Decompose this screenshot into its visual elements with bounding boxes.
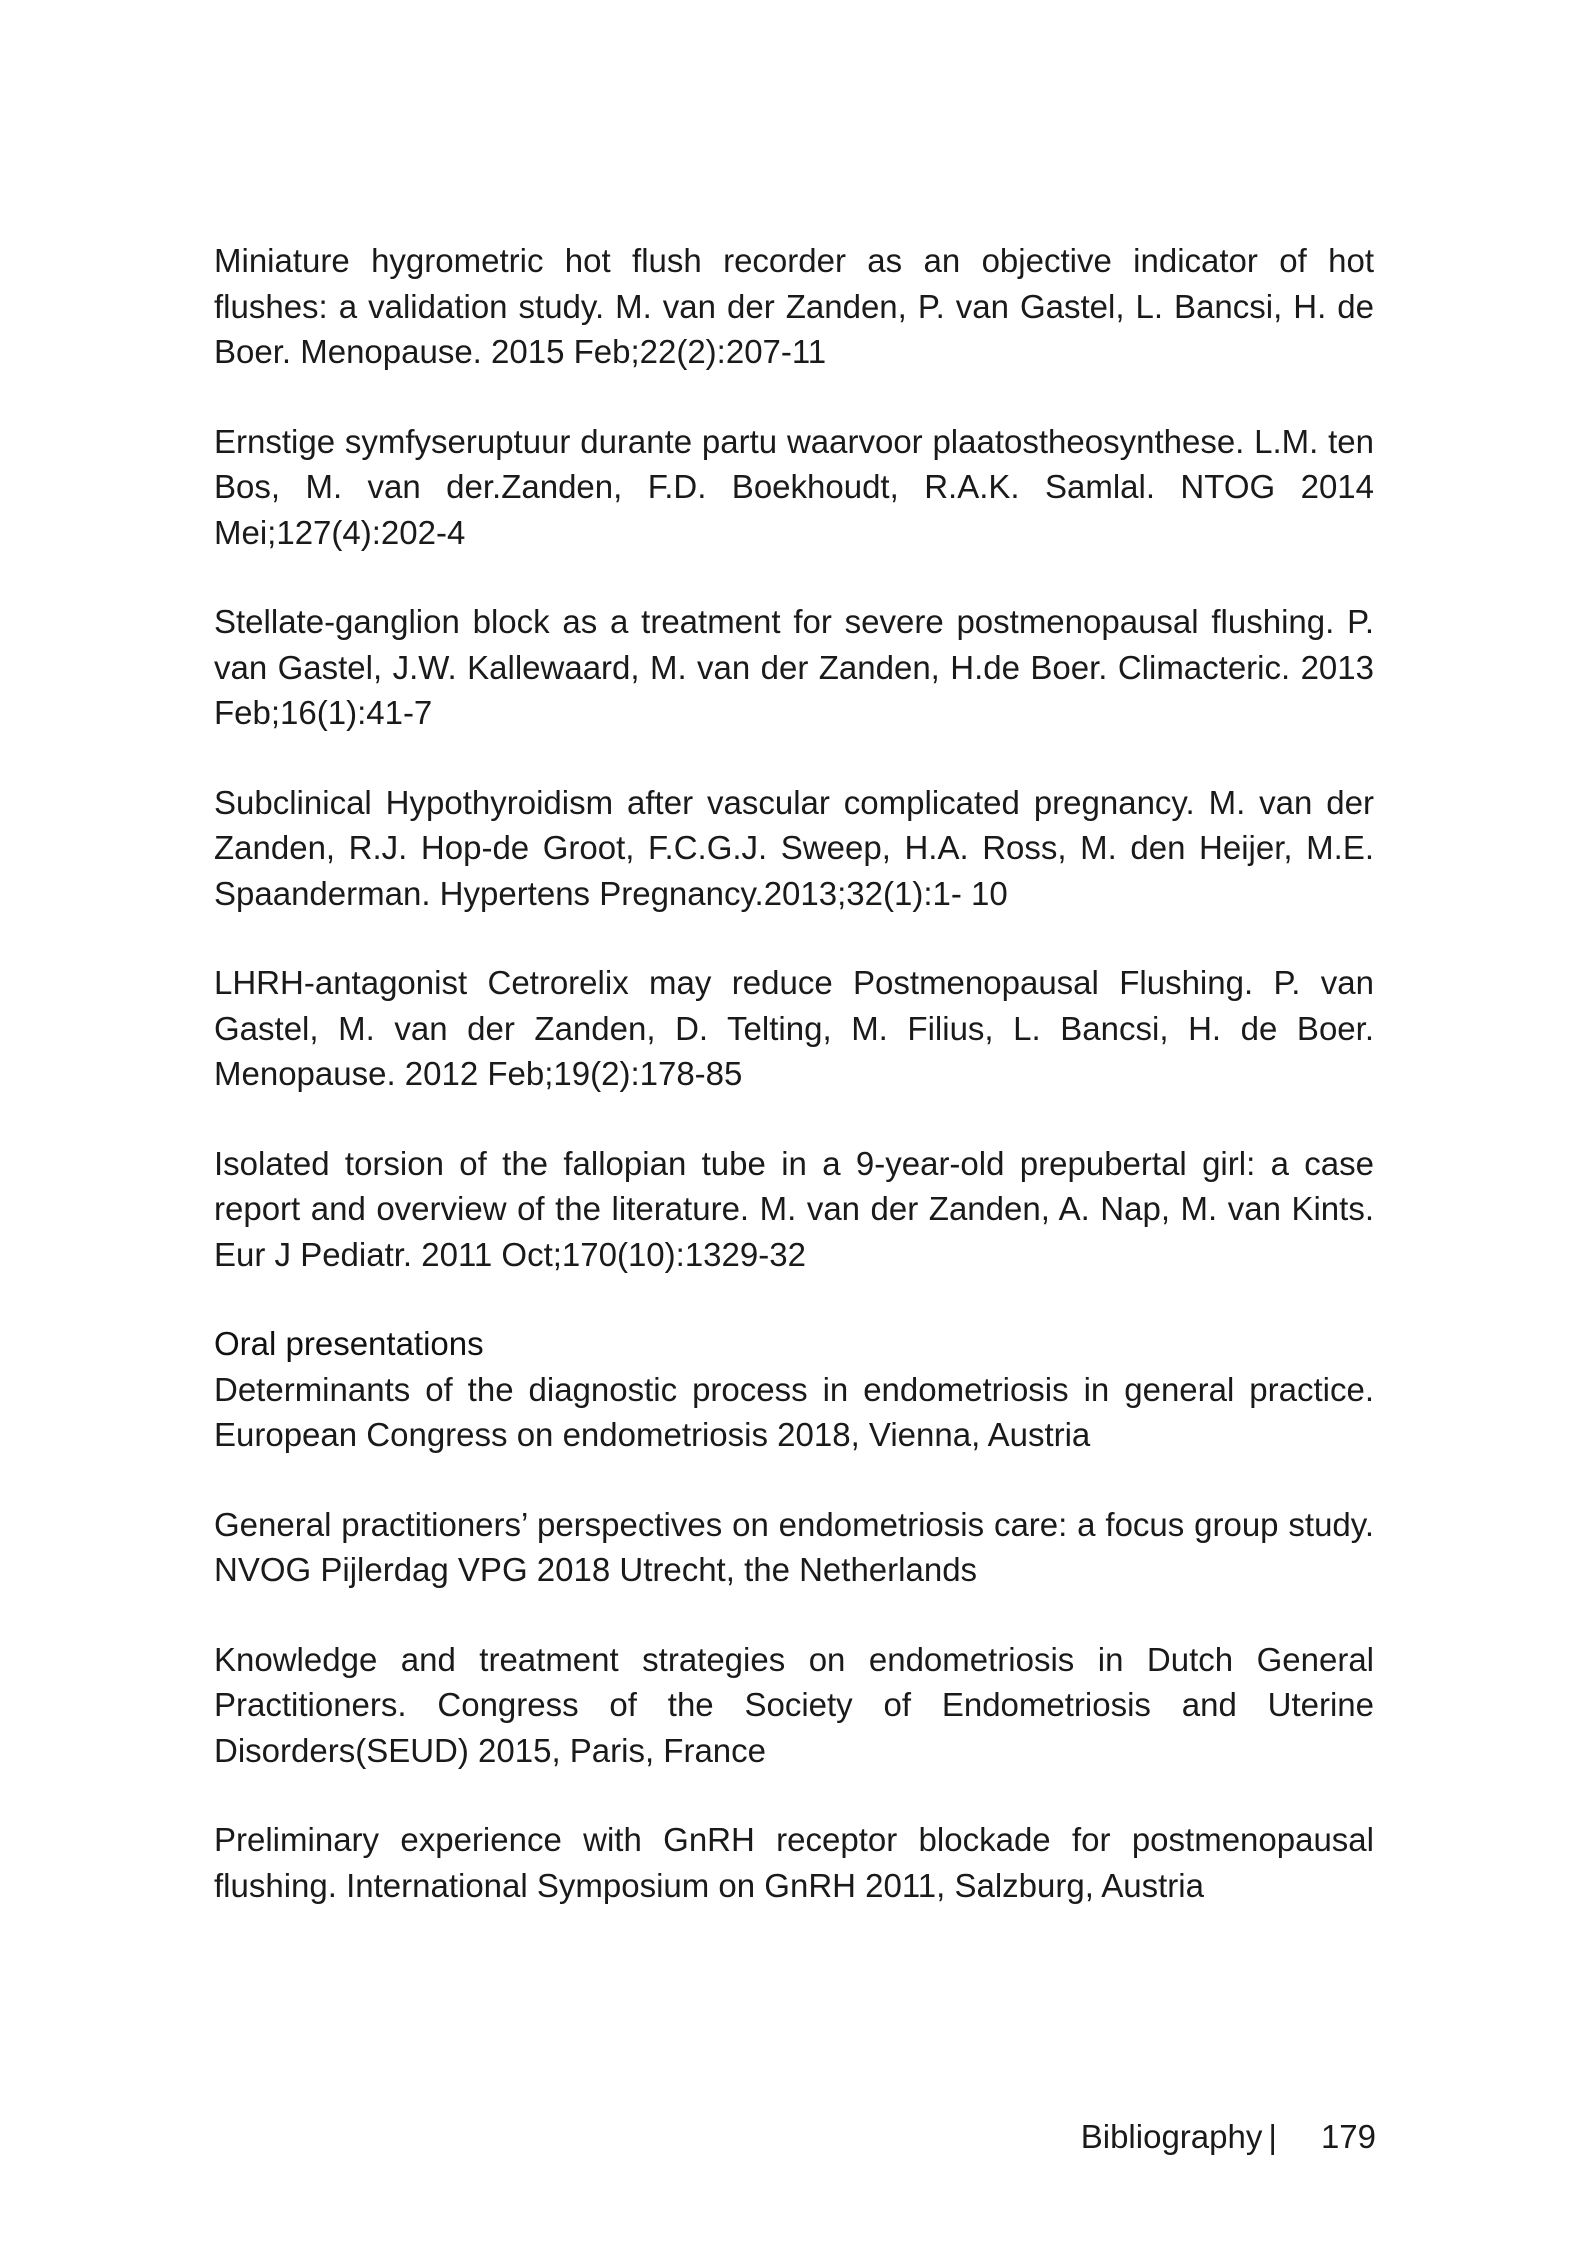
- footer-separator: |: [1268, 2118, 1277, 2155]
- publication-entry: Isolated torsion of the fallopian tube in a 9-year-old prepubertal girl: a case report and overview of the literature. M. van der Zanden, A. Nap, M. van Kints. Eur J Pediatr. 2011 Oct;170(10):1329-32: [214, 1144, 1374, 1273]
- oral-presentations-heading: Oral presentations: [214, 1325, 484, 1362]
- page-number: 179: [1320, 2118, 1376, 2155]
- presentation-entry: Preliminary experience with GnRH receptor blockade for postmenopausal flushing. International Symposium on GnRH 2011, Salzburg, Austria: [214, 1821, 1374, 1904]
- publication-entry: Miniature hygrometric hot flush recorder as an objective indicator of hot flushes: a validation study. M. van der Zanden, P. van Gastel, L. Bancsi, H. de Boer. Menopause. 2015 Feb;22(2):207-11: [214, 242, 1374, 370]
- page-body: [214, 238, 1374, 1952]
- footer-section-title: Bibliography: [1080, 2118, 1263, 2155]
- publication-entry: Subclinical Hypothyroidism after vascular complicated pregnancy. M. van der Zanden, R.J. Hop-de Groot, F.C.G.J. Sweep, H.A. Ross, M. den Heijer, M.E. Spaanderman. Hypertens Pregnancy.2013;32(1):1- 10: [214, 783, 1374, 912]
- publication-entry: LHRH-antagonist Cetrorelix may reduce Postmenopausal Flushing. P. van Gastel, M. van der Zanden, D. Telting, M. Filius, L. Bancsi, H. de Boer. Menopause. 2012 Feb;19(2):178-85: [214, 964, 1374, 1092]
- publication-entry: Ernstige symfyseruptuur durante partu waarvoor plaatostheosynthese. L.M. ten Bos, M. van der.Zanden, F.D. Boekhoudt, R.A.K. Samlal. NTOG 2014 Mei;127(4):202-4: [214, 422, 1374, 551]
- presentation-entry: General practitioners’ perspectives on endometriosis care: a focus group study. NVOG Pijlerdag VPG 2018 Utrecht, the Netherlands: [214, 1505, 1374, 1588]
- presentation-entry: Knowledge and treatment strategies on endometriosis in Dutch General Practitioners. Congress of the Society of Endometriosis and Uterine Disorders(SEUD) 2015, Paris, France: [214, 1640, 1374, 1769]
- page-footer: [1081, 2114, 1376, 2159]
- presentation-entry: Determinants of the diagnostic process in endometriosis in general practice. European Congress on endometriosis 2018, Vienna, Austria: [214, 1370, 1374, 1453]
- publication-entry: Stellate-ganglion block as a treatment for severe postmenopausal flushing. P. van Gastel, J.W. Kallewaard, M. van der Zanden, H.de Boer. Climacteric. 2013 Feb;16(1):41-7: [214, 603, 1374, 731]
